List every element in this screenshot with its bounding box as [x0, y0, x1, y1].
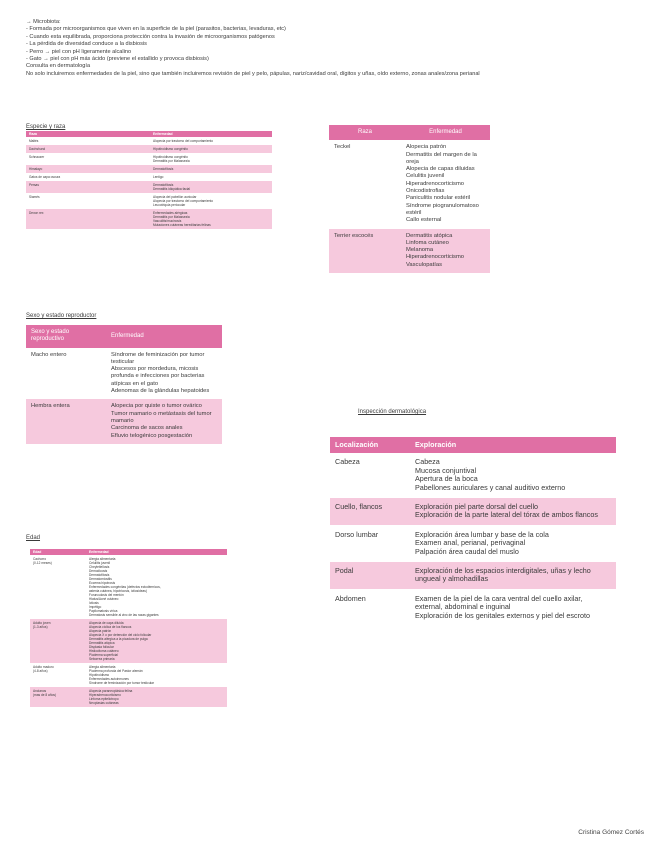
col-header: Edad [30, 549, 86, 555]
table-row [330, 453, 616, 497]
cell-text: astenia cutánea, hipotricosis, ictiosideas) [89, 589, 147, 593]
cell-text: Teckel [334, 144, 351, 151]
edad-table [30, 549, 227, 707]
cell-text: Forunculosis del mentón [89, 593, 124, 597]
row-values [410, 589, 616, 625]
cell-text: Mutaciones cutáneas hereditarias felinas [153, 223, 211, 227]
note-line: - Cuando esta equilibrada, proporciona protección contra la invasión de microorganismos patógenos [26, 33, 275, 40]
cell-text: Gatos de capa oscura [29, 175, 61, 179]
col-header: Exploración [410, 437, 616, 453]
cell-text: Impétigo [89, 605, 102, 609]
cell-text: Enfermedades congénitas (defectos ectodérmicos, [89, 585, 161, 589]
cell-text: Hiatus/Acné cutáneo [89, 597, 119, 601]
cell-text: Dermatitis por Malassezia [153, 215, 190, 219]
table-row [30, 619, 227, 663]
cell-text: Histiocitoma cutáneo [89, 649, 119, 653]
row-label [26, 348, 106, 400]
row-values [150, 153, 272, 165]
heading-edad: Edad [26, 535, 41, 541]
cell-text: Hipotiroidismo [89, 673, 110, 677]
cell-text: Alopecia del pabellón auricular [153, 195, 197, 199]
row-label [30, 619, 86, 663]
sexo-table [26, 325, 222, 444]
heading-inspeccion: Inspección dermatológica [358, 409, 427, 415]
cell-text: Pioderma profunda del Pastor alemán [89, 669, 143, 673]
table-row [330, 562, 616, 590]
col-header: Raza [26, 131, 150, 137]
cell-text: Adulto joven [33, 621, 51, 625]
cell-text: Exploración de los espacios interdigitales, uñas y lecho ungueal y almohadillas [415, 566, 591, 584]
row-label [26, 193, 150, 209]
row-values [150, 209, 272, 229]
row-values [150, 137, 272, 145]
table-row [26, 348, 222, 400]
table-row [329, 229, 490, 273]
notes-block [26, 19, 646, 78]
row-values [106, 399, 222, 443]
cell-text: Hiperadrenocorticismo [89, 693, 121, 697]
row-values [86, 555, 227, 619]
cell-text: Displasia folicular [89, 645, 114, 649]
row-values [150, 193, 272, 209]
cell-text: Vasculitis/mucinosis [153, 219, 182, 223]
cell-text: Síndrome de feminización por tumor testicular [111, 351, 205, 365]
table-row [26, 181, 272, 193]
row-label [26, 209, 150, 229]
row-values [410, 453, 616, 497]
row-values [106, 348, 222, 400]
cell-text: Cheyletiellosis [89, 565, 110, 569]
cell-text: Abscesos por mordedura, micosis profunda e infecciones por bacterias atípicas en el gato [111, 366, 205, 387]
cell-text: Seborrea primaria [89, 657, 115, 661]
cell-text: Abdomen [335, 593, 366, 603]
cell-text: Himalayo [29, 167, 43, 171]
row-values [410, 525, 616, 561]
note-line: No solo incluiremos enfermedades de la piel, sino que también incluiremos revisión de piel y pelo, pápulas, nariz/cavidad oral, dígitos y uñas, oído externo, zonas anales/zona perianal [26, 70, 480, 77]
cell-text: Ictiosis [89, 601, 99, 605]
cell-text: Dorso lumbar [335, 529, 379, 539]
row-values [150, 165, 272, 173]
table-row [329, 140, 490, 228]
cell-text: Linfoma epiteliotropo [89, 697, 119, 701]
cell-text: Ancianos [33, 689, 47, 693]
cell-text: Dermatofitosis [153, 167, 174, 171]
table-row [330, 498, 616, 526]
cell-text: Alopecia cíclica de los flancos [89, 625, 132, 629]
cell-text: (0-12 meses) [33, 561, 52, 565]
note-line: - La pérdida de diversidad conduce a la disbiosis [26, 41, 147, 48]
raza-table [329, 125, 490, 273]
table-row [26, 145, 272, 153]
note-line: - Formada por microorganismos que viven en la superficie de la piel (parasitos, bacterias, levaduras, etc) [26, 26, 286, 33]
cell-text: Persas [29, 183, 39, 187]
cell-text: Dermatitis idiopática facial [153, 187, 191, 191]
row-label [330, 589, 410, 625]
especie-table [26, 131, 272, 229]
cell-text: Tumor mamario o metástasis del tumor mamario [111, 410, 212, 424]
table-row [30, 555, 227, 619]
cell-text: Dermatofitosis [89, 573, 110, 577]
note-line: - Perro → piel con pH ligeramente alcalino [26, 48, 132, 55]
cell-text: Callo esternal [406, 217, 442, 224]
col-header: Enfermedad [106, 325, 222, 348]
row-values [410, 498, 616, 526]
table-row [26, 399, 222, 443]
cell-text: Lentigo [153, 175, 164, 179]
row-label [26, 153, 150, 165]
row-label [26, 399, 106, 443]
col-header: Enfermedad [86, 549, 227, 555]
cell-text: Alopecia paraneoplásica felina [89, 689, 133, 693]
cell-text: Efluvio telogénico posgestación [111, 432, 193, 439]
cell-text: Podal [335, 566, 354, 576]
cell-text: Alopecia patrón [89, 629, 112, 633]
cell-text: Neoplasias cutáneas [89, 701, 119, 705]
cell-text: Eccema hipotrosis [89, 581, 116, 585]
cell-text: Cabeza [415, 457, 440, 467]
row-label [329, 140, 401, 228]
cell-text: Alopecia de capas diluidas [406, 166, 475, 173]
cell-text: Alopecia X o por detención del ciclo folicular [89, 633, 152, 637]
cell-text: Alopecia por trastorno del comportamiento [153, 139, 214, 143]
cell-text: Adulto maduro [33, 665, 54, 669]
row-values [150, 181, 272, 193]
cell-text: Hipotiroidismo congénito [153, 147, 188, 151]
cell-text: Cuello, flancos [335, 502, 383, 512]
cell-text: (mas de 8 años) [33, 693, 57, 697]
table-row [26, 193, 272, 209]
cell-text: Enfermedades autoinmunes [89, 677, 129, 681]
table-row [26, 209, 272, 229]
cell-text: Melanoma [406, 247, 434, 254]
cell-text: Examen de la piel de la cara ventral del cuello axilar, external, abdominal e inguinal [415, 593, 583, 612]
cell-text: Linfoma cutáneo [406, 239, 449, 246]
cell-text: Paniculitis nodular estéril [406, 195, 471, 202]
cell-text: Dermatomiositis [89, 577, 112, 581]
cell-text: Cachorro [33, 557, 47, 561]
signature: Cristina Gómez Cortés [578, 829, 644, 836]
cell-text: Palpación área caudal del muslo [415, 546, 519, 556]
cell-text: Papilomatosis vírica [89, 609, 118, 613]
table-row [330, 589, 616, 625]
cell-text: Alopecia patrón [406, 144, 447, 151]
cell-text: Mucosa conjuntival [415, 465, 477, 475]
cell-text: Alopecia de capa diluida [89, 621, 124, 625]
row-values [410, 562, 616, 590]
cell-text: Onicodistrofias [406, 188, 445, 195]
cell-text: Dermatofitosis [153, 183, 174, 187]
row-label [26, 137, 150, 145]
col-header: Sexo y estado reproductivo [26, 325, 106, 348]
cell-text: Terrier escocés [334, 232, 374, 239]
table-row [26, 165, 272, 173]
cell-text: Dermatosis sensible al zinc de las razas gigantes [89, 613, 159, 617]
cell-text: (4-8 años) [33, 669, 48, 673]
cell-text: Schnauzer [29, 155, 45, 159]
col-header: Enfermedad [150, 131, 272, 137]
cell-text: Hiperadrenocorticismo [406, 254, 464, 261]
cell-text: Hembra entera [31, 403, 70, 410]
table-row [26, 173, 272, 181]
cell-text: Enfermedades alérgicas [153, 211, 188, 215]
row-label [26, 181, 150, 193]
cell-text: Celulitis juvenil [89, 561, 111, 565]
cell-text: Alergia alimentaria [89, 557, 116, 561]
cell-text: Carcinoma de sacos anales [111, 425, 183, 432]
row-label [330, 453, 410, 497]
row-values [401, 140, 490, 228]
row-label [26, 145, 150, 153]
cell-text: Dermatitis del margen de la oreja [406, 151, 477, 165]
row-values [401, 229, 490, 273]
inspeccion-table [330, 437, 616, 626]
cell-text: Alopecia por quiste o tumor ovárico [111, 403, 202, 410]
cell-text: Leucotriquia periocular [153, 203, 186, 207]
row-label [30, 663, 86, 687]
cell-text: Macho entero [31, 351, 67, 358]
table-row [30, 687, 227, 707]
cell-text: Pioderma superficial [89, 653, 118, 657]
cell-text: Hipotiroidismo congénito [153, 155, 188, 159]
cell-text: Cabeza [335, 457, 360, 467]
cell-text: Examen anal, perianal, perivaginal [415, 538, 526, 548]
row-values [86, 619, 227, 663]
row-label [330, 498, 410, 526]
cell-text: Dermatitis atópica [89, 641, 115, 645]
row-label [26, 165, 150, 173]
row-label [30, 687, 86, 707]
cell-text: Maltés [29, 139, 39, 143]
row-values [86, 663, 227, 687]
cell-text: Dachshund [29, 147, 46, 151]
table-row [26, 153, 272, 165]
cell-text: Síndrome piogranulomatoso estéril [406, 202, 479, 216]
col-header: Raza [329, 125, 401, 140]
note-line: Consulta en dermatología [26, 63, 91, 70]
note-line: - Gato → piel con pH más ácido (previene el estallido y provoca disbiosis) [26, 56, 209, 63]
cell-text: Exploración área lumbar y base de la cola [415, 529, 549, 539]
row-values [86, 687, 227, 707]
cell-text: Siamés [29, 195, 40, 199]
cell-text: Demodicosis [89, 569, 108, 573]
row-values [150, 145, 272, 153]
heading-sexo: Sexo y estado reproductor [26, 313, 97, 319]
cell-text: Alopecia por trastorno del comportamiento [153, 199, 214, 203]
table-row [330, 525, 616, 561]
heading-especie: Especie y raza [26, 124, 66, 130]
cell-text: Apertura de la boca [415, 474, 478, 484]
cell-text: Hiperadrenocorticismo [406, 180, 464, 187]
cell-text: Dermatitis por Malassezia [153, 159, 190, 163]
cell-text: Celulitis juvenil [406, 173, 445, 180]
cell-text: Devon rex [29, 211, 44, 215]
note-line: → Microbiota: [26, 19, 61, 25]
row-label [329, 229, 401, 273]
cell-text: Adenomas de la glándulas hepatoides [111, 388, 210, 395]
row-label [330, 525, 410, 561]
table-row [30, 663, 227, 687]
cell-text: (1-3 años) [33, 625, 48, 629]
row-label [26, 173, 150, 181]
cell-text: Exploración de la parte lateral del tórax de ambos flancos [415, 510, 598, 520]
table-row [26, 137, 272, 145]
row-values [150, 173, 272, 181]
cell-text: Síndrome de feminización por tumor testicular [89, 681, 155, 685]
row-label [30, 555, 86, 619]
row-label [330, 562, 410, 590]
col-header: Enfermedad [401, 125, 490, 140]
cell-text: Dermatitis alérgica a la picadura de pulga [89, 637, 148, 641]
cell-text: Vasculopatías [406, 261, 442, 268]
cell-text: Dermatitis atópica [406, 232, 453, 239]
cell-text: Exploración piel parte dorsal del cuello [415, 502, 539, 512]
cell-text: Alergia alimentaria [89, 665, 116, 669]
cell-text: Exploración de los genitales externos y piel del escroto [415, 610, 590, 620]
cell-text: Pabellones auriculares y canal auditivo externo [415, 482, 566, 492]
col-header: Localización [330, 437, 410, 453]
